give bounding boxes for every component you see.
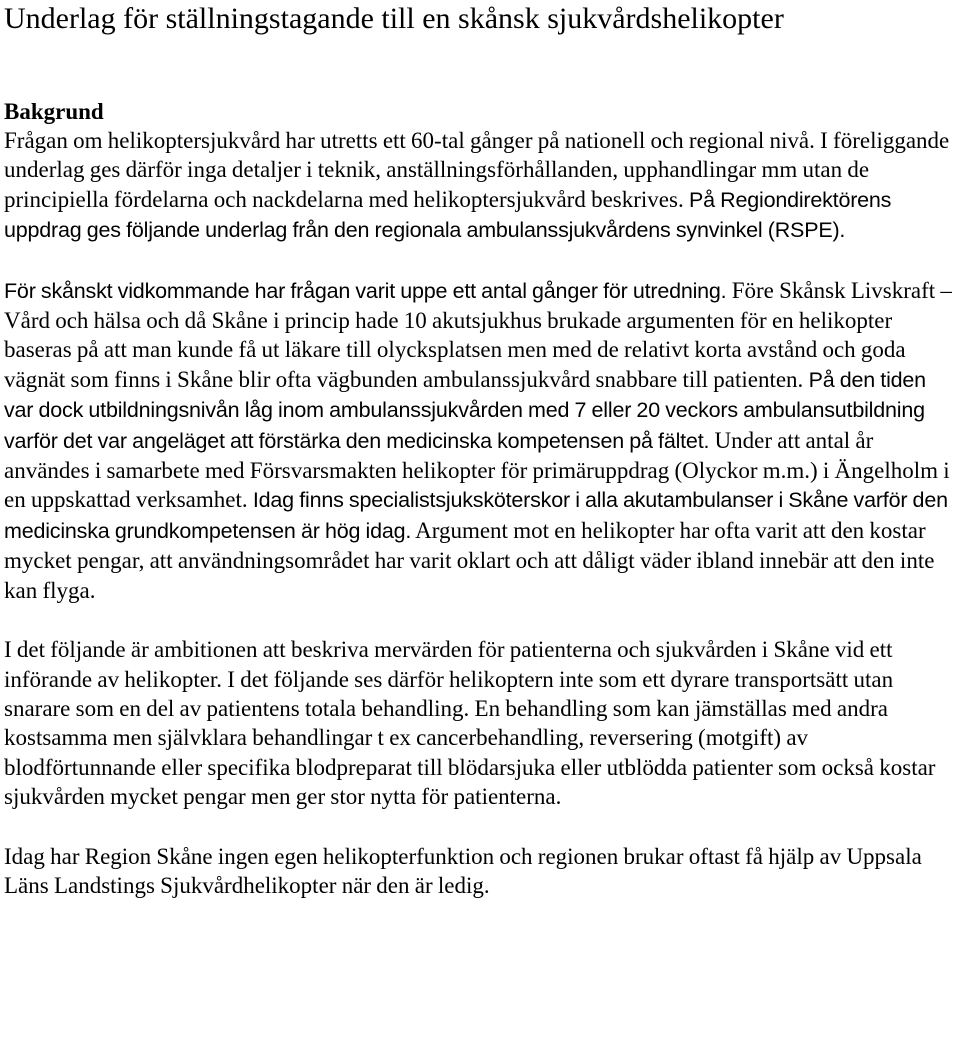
paragraph-2-text: Före Skånsk Livskraft – Vård och hälsa och då Skåne i princip hade 10 akutsjukhus brukade argumenten för en helikopter baseras på att man kunde få ut läkare till olycksplatsen men med de relativt korta avstånd och goda vägnät som finns i Skåne blir ofta vägbunden ambulanssjukvård snabbare till patienten. <box>4 277 952 392</box>
paragraph-background-intro <box>4 126 956 246</box>
paragraph-1-assignment-text: På Regiondirektörens uppdrag ges följande underlag från den regionala ambulanssjukvårdens synvinkel (RSPE). <box>4 187 892 243</box>
paragraph-2-cooperation-text: Under att antal år användes i samarbete med Försvarsmakten helikopter för primäruppdrag (Olyckor m.m.) i Ängelholm i en uppskattad verksamhet. <box>4 427 950 513</box>
paragraph-1-text: Frågan om helikoptersjukvård har utretts ett 60-tal gånger på nationell och regional nivå. I föreliggande underlag ges därför inga detaljer i teknik, anställningsförhållanden, upphandlingar mm utan de principiella fördelarna och nackdelarna med helikoptersjukvård beskrives. <box>4 128 950 212</box>
document-title: Underlag för ställningstagande till en skånsk sjukvårdshelikopter <box>4 2 784 35</box>
paragraph-2-education-text: På den tiden var dock utbildningsnivån låg inom ambulanssjukvården med 7 eller 20 veckors ambulansutbildning varför det var angeläget att förstärka den medicinska kompetensen på fältet. <box>4 367 926 453</box>
paragraph-2-arguments-text: Argument mot en helikopter har ofta varit att den kostar mycket pengar, att användningsområdet har varit oklart och att dåligt väder ibland innebär att den inte kan flyga. <box>4 517 935 603</box>
paragraph-2-competence-text: Idag finns specialistsjuksköterskor i alla akutambulanser i Skåne varför den medicinska grundkompetensen är hög idag. <box>4 488 948 543</box>
paragraph-2-lead-text: För skånskt vidkommande har frågan varit uppe ett antal gånger för utredning. <box>4 278 727 303</box>
paragraph-current-situation: Idag har Region Skåne ingen egen helikopterfunktion och regionen brukar oftast få hjälp av Uppsala Läns Landstings Sjukvårdhelikopter när den är ledig. <box>4 843 922 898</box>
section-heading-background: Bakgrund <box>4 99 104 124</box>
paragraph-history <box>4 276 956 605</box>
document-page <box>4 0 956 900</box>
paragraph-ambition: I det följande är ambitionen att beskriva mervärden för patienterna och sjukvården i Skåne vid ett införande av helikopter. I det följande ses därför helikoptern inte som ett dyrare transportsätt utan snarare som en del av patientens totala behandling. En behandling som kan jämställas med andra kostsamma men självklara behandlingar t ex cancerbehandling, reversering (motgift) av blodförtunnande eller specifika blodpreparat till blödarsjuka eller utblödda patienter som också kostar sjukvården mycket pengar men ger stor nytta för patienterna. <box>4 637 936 810</box>
